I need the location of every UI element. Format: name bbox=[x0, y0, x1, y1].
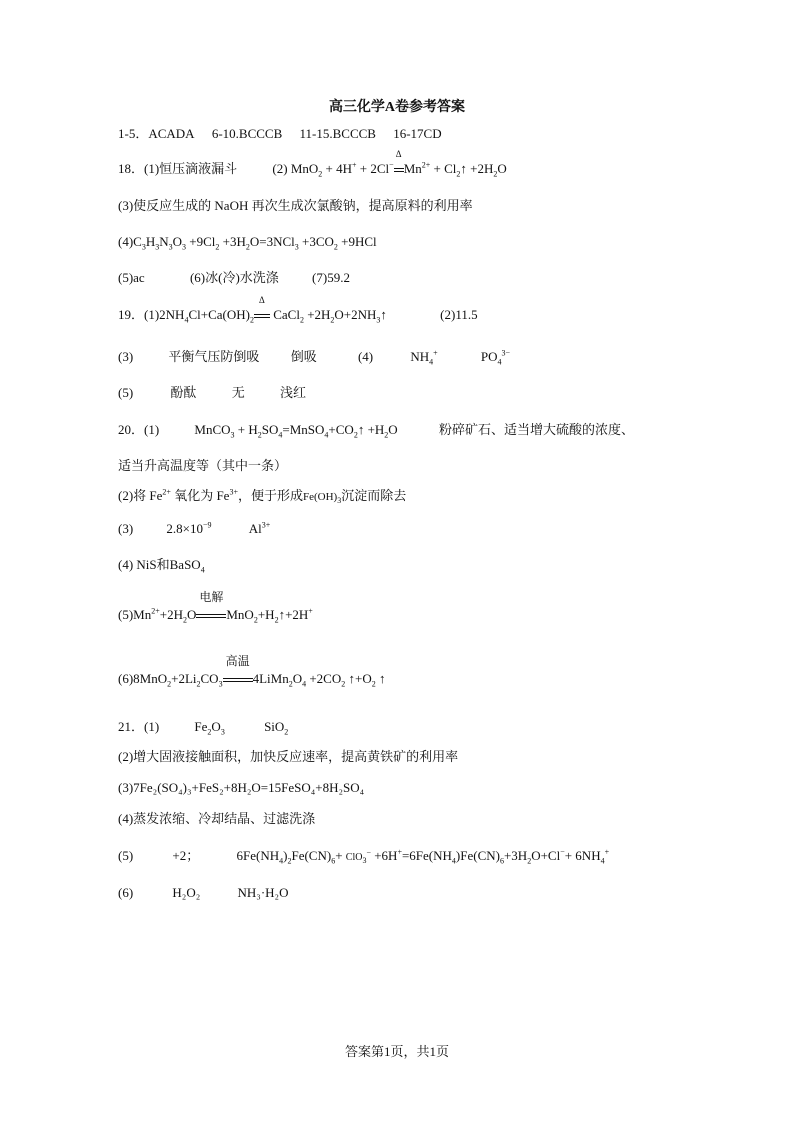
q18-part-2-label: (2) bbox=[272, 161, 288, 176]
q18-part-6: (6)冰(冷)水洗涤 bbox=[189, 270, 279, 285]
q20-part-2-text-d: 沉淀而除去 bbox=[341, 488, 407, 503]
q18-part-7: (7)59.2 bbox=[312, 270, 350, 285]
q21-equation-5: $6Fe(NH_4)_2Fe(CN)_6+ ClO_3^- +6H^+=6Fe(NH_4)Fe(CN)_6+3H_2O+Cl^-+ 6NH_4^+$ bbox=[236, 847, 610, 866]
q20-part-3-ksp bbox=[166, 521, 211, 536]
q20-part-5-label: (5) bbox=[118, 607, 134, 622]
q20-line-5 bbox=[118, 590, 313, 625]
q19-part-5-answer-a: 酚酞 bbox=[170, 385, 197, 400]
q20-electrolysis-condition: 电解 bbox=[199, 590, 224, 604]
q20-equation-6: $8MnO_2+2Li_2CO_3$ 高温 $4LiMn_2O_4 +2CO_2$ $↑+O_2$ ↑ bbox=[133, 654, 386, 689]
q18-part-1: 18．(1)恒压滴液漏斗 bbox=[118, 161, 238, 176]
q19-line-3 bbox=[118, 348, 510, 366]
q21-part-4: (4)蒸发浓缩、冷却结晶、过滤洗涤 bbox=[118, 811, 316, 826]
q18-part-5: (5)ac bbox=[118, 270, 145, 285]
q21-fe2o3: $Fe_2O_3$ bbox=[194, 719, 225, 737]
q21-line-1 bbox=[118, 718, 288, 736]
q19-part-5-label: (5) bbox=[118, 385, 134, 400]
q20-part-3-label: (3) bbox=[118, 521, 134, 536]
q19-part-5-answer-b: 无 bbox=[231, 385, 245, 400]
q20-part-4-text: (4) NiS和 bbox=[118, 557, 170, 572]
q21-part-3: (3)7Fe₂(SO₄)₃+FeS₂+8H₂O=15FeSO₄+8H₂SO₄ bbox=[118, 780, 365, 795]
q20-part-1-continued: 适当升高温度等（其中一条） bbox=[118, 458, 288, 473]
q20-part-1-label: 20．(1) bbox=[118, 422, 160, 437]
mc-16-17: 16-17CD bbox=[393, 126, 442, 141]
q20-ksp-mantissa: 2.8×10 bbox=[166, 521, 204, 536]
q20-equation-5: $Mn^{2+}+2H_2O$ 电解 $MnO_2+H_2↑+2H^+$ bbox=[133, 590, 313, 625]
q20-fe-oh3: $Fe(OH)_3$ bbox=[302, 491, 342, 506]
q19-part-1-label: 19．(1) bbox=[118, 307, 160, 322]
page-title: 高三化学A卷参考答案 bbox=[328, 100, 466, 115]
q20-part-6-label: (6) bbox=[118, 671, 134, 686]
q20-ion-fe2: $Fe^{2+}$ bbox=[149, 487, 171, 503]
q19-equation-1: $2NH_4Cl+Ca(OH)_2$ Δ CaCl$_2$ $+2H_2O+2NH_3↑$ bbox=[159, 295, 387, 325]
q21-part-6-answer-b: NH₃·H₂O bbox=[237, 885, 289, 900]
q18-line-1 bbox=[118, 149, 507, 179]
q20-part-3-ion: $Al^{3+}$ bbox=[248, 520, 271, 536]
q20-high-temp-condition: 高温 bbox=[225, 654, 250, 668]
q19-part-5-answer-c: 浅红 bbox=[279, 385, 306, 400]
q19-line-5 bbox=[118, 384, 306, 402]
mc-6-10: 6-10.BCCCB bbox=[211, 126, 283, 141]
page-footer: 答案第1页，共1页 bbox=[344, 1044, 449, 1059]
mc-11-15: 11-15.BCCCB bbox=[299, 126, 376, 141]
q20-baso4: BaSO$_4$ bbox=[169, 557, 205, 575]
q19-part-4-ion-a: $NH_4^+$ bbox=[410, 348, 438, 367]
q20-line-2 bbox=[118, 487, 406, 506]
q20-line-1 bbox=[118, 421, 634, 439]
q21-line-6 bbox=[118, 884, 288, 902]
q21-line-5 bbox=[118, 847, 609, 867]
q20-part-2-text-b: 氧化为 bbox=[174, 488, 214, 503]
q18-part-4-label: (4) bbox=[118, 234, 134, 249]
q21-sio2: SiO$_2$ bbox=[264, 719, 289, 737]
q21-part-1-label: 21．(1) bbox=[118, 719, 160, 734]
q18-equation-4: $C_3H_3N_3O_3 +9Cl_2 +3H_2O=3NCl_3 +3CO_2 +9HCl$ bbox=[133, 234, 377, 252]
q20-ion-fe3: $Fe^{3+}$ bbox=[216, 487, 238, 503]
q19-part-3-label: (3) bbox=[118, 349, 134, 364]
q19-part-3-answer-a: 平衡气压防倒吸 bbox=[168, 349, 260, 364]
q21-part-6-label: (6) bbox=[118, 885, 134, 900]
q20-part-1-answer: 粉碎矿石、适当增大硫酸的浓度、 bbox=[438, 422, 634, 437]
q19-line-1 bbox=[118, 295, 478, 325]
q21-part-6-answer-a: H₂O₂ bbox=[172, 885, 201, 900]
q19-part-4-ion-b: $PO_4^{3-}$ bbox=[480, 348, 511, 367]
q20-line-3 bbox=[118, 520, 270, 538]
q19-part-3-answer-b: 倒吸 bbox=[290, 349, 317, 364]
q18-part-3: (3)使反应生成的 NaOH 再次生成次氯酸钠，提高原料的利用率 bbox=[118, 198, 473, 213]
q20-equation-1: MnCO$_3$ + $H_2SO_4=MnSO_4+CO_2↑ +H_2O$ bbox=[194, 422, 398, 440]
q20-part-2-text-a: (2)将 bbox=[118, 488, 147, 503]
q20-line-6 bbox=[118, 654, 386, 689]
q20-part-2-text-c: ，便于形成 bbox=[237, 488, 303, 503]
q19-part-2: (2)11.5 bbox=[440, 307, 478, 322]
q18-line-4 bbox=[118, 233, 377, 251]
multiple-choice-answers bbox=[118, 125, 442, 143]
q19-part-4-label: (4) bbox=[357, 349, 374, 364]
q18-line-5 bbox=[118, 269, 350, 287]
q21-part-2: (2)增大固液接触面积，加快反应速率，提高黄铁矿的利用率 bbox=[118, 749, 459, 764]
q21-part-5-answer-a: +2； bbox=[172, 848, 200, 863]
q20-line-4 bbox=[118, 556, 205, 574]
q20-ksp-exponent: −9 bbox=[203, 520, 212, 530]
q18-equation-2: MnO$_2$ + 4H+ + 2Cl− Δ $Mn^{2+}$ + $Cl_2↑ +2H_2O$ bbox=[290, 149, 507, 179]
mc-1-5: 1-5．ACADA bbox=[118, 126, 195, 141]
q21-part-5-label: (5) bbox=[118, 848, 134, 863]
